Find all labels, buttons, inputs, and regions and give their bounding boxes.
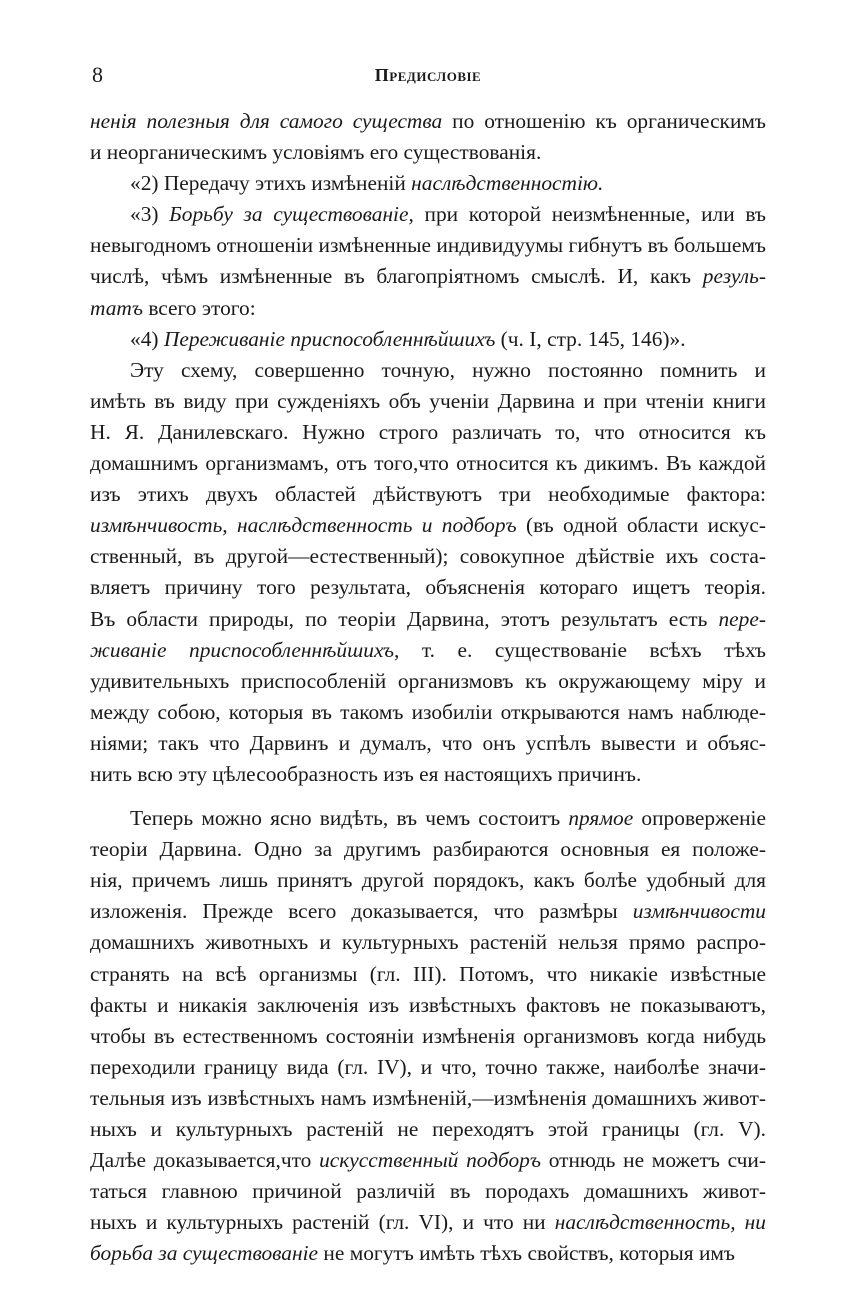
text-line (90, 1114, 766, 1145)
text-line (90, 324, 766, 355)
italic-text: наслѣдственностію. (411, 171, 604, 196)
text-line (90, 1083, 766, 1114)
text-line (90, 834, 766, 865)
italic-text: пере- (718, 606, 766, 631)
text-line (90, 666, 766, 697)
text-run: Теперь можно ясно видѣть, въ чемъ состоитъ (130, 806, 569, 831)
text-run: (ч. I, стр. 145, 146)». (495, 326, 686, 351)
page-number: 8 (92, 62, 103, 87)
paragraph-gap (90, 790, 766, 803)
italic-text: резуль- (702, 264, 766, 289)
text-line (90, 959, 766, 990)
text-line (90, 479, 766, 510)
text-run: не могутъ имѣть тѣхъ свойствъ, которыя имъ (318, 1241, 735, 1266)
text-run: ныхъ и культурныхъ растеній (гл. VI), и что ни (90, 1210, 555, 1235)
text-line (90, 448, 766, 479)
text-line (90, 230, 766, 261)
text-line (90, 604, 766, 635)
text-run: чтобы въ естественномъ состояніи измѣненія организмовъ когда нибудь (90, 1023, 766, 1048)
text-run: ственный, въ другой—естественный); совокупное дѣйствіе ихъ соста- (90, 544, 766, 569)
text-line (90, 697, 766, 728)
text-run: домашнимъ организмамъ, отъ того,что относится къ дикимъ. Въ каждой (90, 451, 766, 476)
text-run: вляетъ причину того результата, объясненія котораго ищетъ теорія. (90, 575, 766, 600)
text-line (90, 990, 766, 1021)
text-run: нія, причемъ лишь принятъ другой порядокъ, какъ болѣе удобный для (90, 868, 766, 893)
text-line (90, 168, 766, 199)
text-run: нить всю эту цѣлесообразность изъ ея настоящихъ причинъ. (90, 761, 642, 786)
italic-text: наслѣдственность, ни (554, 1210, 766, 1235)
text-run: ніями; такъ что Дарвинъ и думалъ, что онъ успѣлъ вывести и объяс- (90, 730, 766, 755)
italic-text: живаніе приспособленнѣйшихъ, (90, 637, 400, 662)
italic-text: борьба за существованіе (90, 1241, 319, 1266)
text-run: всего этого: (142, 295, 256, 320)
text-run: между собою, которыя въ такомъ изобиліи открываются намъ наблюде- (90, 699, 766, 724)
text-line (90, 572, 766, 603)
running-title: Предисловіе (374, 65, 482, 85)
text-run: т. е. существованіе всѣхъ тѣхъ (399, 637, 766, 662)
text-run: Далѣе доказывается,что (90, 1148, 320, 1173)
text-line (90, 261, 766, 292)
text-line (90, 927, 766, 958)
text-run: домашнихъ животныхъ и культурныхъ растеній нельзя прямо распро- (90, 930, 766, 955)
text-line (90, 728, 766, 759)
text-run: «4) (130, 326, 164, 351)
text-line (90, 199, 766, 230)
text-run: и неорганическимъ условіямъ его существованія. (90, 140, 542, 165)
body-text (90, 106, 766, 1269)
text-line (90, 1052, 766, 1083)
text-line (90, 1207, 766, 1238)
text-line (90, 1145, 766, 1176)
text-run: невыгодномъ отношеніи измѣненные индивидуумы гибнутъ въ большемъ (90, 233, 766, 258)
text-line (90, 106, 766, 137)
italic-text: измѣнчивость, наслѣдственность и подборъ (90, 513, 517, 538)
text-line (90, 1238, 766, 1269)
text-line (90, 1176, 766, 1207)
text-run: имѣть въ виду при сужденіяхъ объ ученіи Дарвина и при чтеніи книги (90, 388, 766, 413)
text-line (90, 635, 766, 666)
text-run: «2) Передачу этихъ измѣненій (130, 171, 412, 196)
italic-text: измѣнчивости (632, 899, 766, 924)
text-run: странять на всѣ организмы (гл. III). Потомъ, что никакіе извѣстные (90, 961, 766, 986)
text-run: отнюдь не можетъ счи- (540, 1148, 766, 1173)
text-run: Въ области природы, по теоріи Дарвина, этотъ результатъ есть (90, 606, 719, 631)
text-run: изложенія. Прежде всего доказывается, что размѣры (90, 899, 633, 924)
text-line (90, 417, 766, 448)
text-run: факты и никакія заключенія изъ извѣстныхъ фактовъ не показываютъ, (90, 992, 766, 1017)
italic-text: Борьбу за существованіе, (169, 202, 414, 227)
italic-text: Переживаніе приспособленнѣйшихъ (163, 326, 496, 351)
text-line (90, 896, 766, 927)
italic-text: татъ (90, 295, 143, 320)
text-run: ныхъ и культурныхъ растеній не переходятъ этой границы (гл. V). (90, 1117, 766, 1141)
text-run: удивительныхъ приспособленій организмовъ къ окружающему міру и (90, 668, 766, 693)
text-run: (въ одной области искус- (516, 513, 766, 538)
text-run: числѣ, чѣмъ измѣненные въ благопріятномъ смыслѣ. И, какъ (90, 264, 703, 289)
italic-text: ненія полезныя для самого существа (90, 109, 443, 133)
text-run: Н. Я. Данилевскаго. Нужно строго различать то, что относится къ (90, 419, 766, 444)
text-run: по отношенію къ органическимъ (442, 109, 766, 133)
text-run: переходили границу вида (гл. IV), и что, точно также, наиболѣе значи- (90, 1054, 766, 1079)
text-line (90, 355, 766, 386)
text-run: Эту схему, совершенно точную, нужно постоянно помнить и (130, 357, 766, 382)
text-run: тельныя изъ извѣстныхъ намъ измѣненій,—измѣненія домашнихъ живот- (90, 1085, 766, 1110)
text-line (90, 865, 766, 896)
text-run: при которой неизмѣненные, или въ (413, 202, 766, 227)
text-line (90, 137, 766, 168)
text-run: теоріи Дарвина. Одно за другимъ разбираются основныя ея положе- (90, 837, 766, 862)
text-run: опроверженіе (633, 806, 766, 831)
text-run: таться главною причиной различій въ породахъ домашнихъ живот- (90, 1179, 766, 1204)
text-line (90, 759, 766, 790)
text-line (90, 541, 766, 572)
text-line (90, 510, 766, 541)
text-line (90, 293, 766, 324)
text-line (90, 803, 766, 834)
text-line (90, 1021, 766, 1052)
text-line (90, 386, 766, 417)
italic-text: искусственный подборъ (319, 1148, 541, 1173)
italic-text: прямое (568, 806, 634, 831)
text-run: «3) (130, 202, 170, 227)
text-run: изъ этихъ двухъ областей дѣйствуютъ три необходимые фактора: (90, 482, 766, 507)
